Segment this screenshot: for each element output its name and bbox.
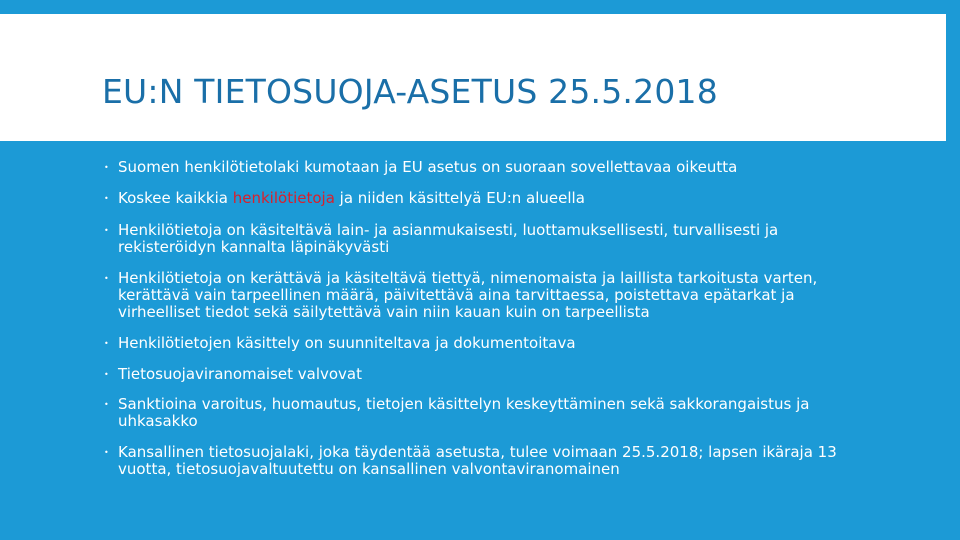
bullet-icon: • — [104, 400, 109, 409]
bullet-item — [104, 366, 864, 383]
bullet-text: Sanktioina varoitus, huomautus, tietojen käsittelyn keskeyttäminen sekä sakkorangaistus ja uhkasakko — [118, 395, 810, 430]
highlighted-term: henkilötietoja — [232, 189, 335, 207]
bullet-icon: • — [104, 163, 109, 172]
bullet-icon: • — [104, 339, 109, 348]
bullet-text: Henkilötietoja on käsiteltävä lain- ja asianmukaisesti, luottamuksellisesti, turvallisesti ja rekisteröidyn kannalta läpinäkyvästi — [118, 221, 779, 256]
bullet-item — [104, 159, 864, 176]
bullet-list — [104, 159, 864, 478]
bullet-text: Kansallinen tietosuojalaki, joka täydentää asetusta, tulee voimaan 25.5.2018; lapsen ikäraja 13 vuotta, tietosuojavaltuutettu on kansallinen valvontaviranomainen — [118, 443, 837, 478]
slide-title: EU:N TIETOSUOJA-ASETUS 25.5.2018 — [102, 72, 718, 111]
bullet-item — [104, 396, 864, 430]
bullet-text: Henkilötietojen käsittely on suunniteltava ja dokumentoitava — [118, 334, 576, 352]
bullet-item — [104, 444, 864, 478]
bullet-text: ja niiden käsittelyä EU:n alueella — [334, 189, 585, 207]
bullet-text: Tietosuojaviranomaiset valvovat — [118, 365, 363, 383]
bullet-item — [104, 335, 864, 352]
bullet-text: Suomen henkilötietolaki kumotaan ja EU asetus on suoraan sovellettavaa oikeutta — [118, 158, 738, 176]
bullet-item — [104, 270, 864, 321]
bullet-item — [104, 222, 864, 256]
bullet-text: Koskee kaikkia — [118, 189, 233, 207]
bullet-icon: • — [104, 370, 109, 379]
title-panel — [0, 14, 946, 141]
bullet-icon: • — [104, 274, 109, 283]
bullet-item — [104, 190, 864, 207]
bullet-icon: • — [104, 226, 109, 235]
bullet-icon: • — [104, 194, 109, 203]
bullet-text: Henkilötietoja on kerättävä ja käsiteltävä tiettyä, nimenomaista ja laillista tarkoitusta varten, kerättävä vain tarpeellinen määrä, päivitettävä aina tarvittaessa, poistettava epätarkat ja virheelliset tiedot sekä säilytettävä vain niin kauan kuin on tarpeellista — [118, 269, 818, 321]
bullet-icon: • — [104, 448, 109, 457]
